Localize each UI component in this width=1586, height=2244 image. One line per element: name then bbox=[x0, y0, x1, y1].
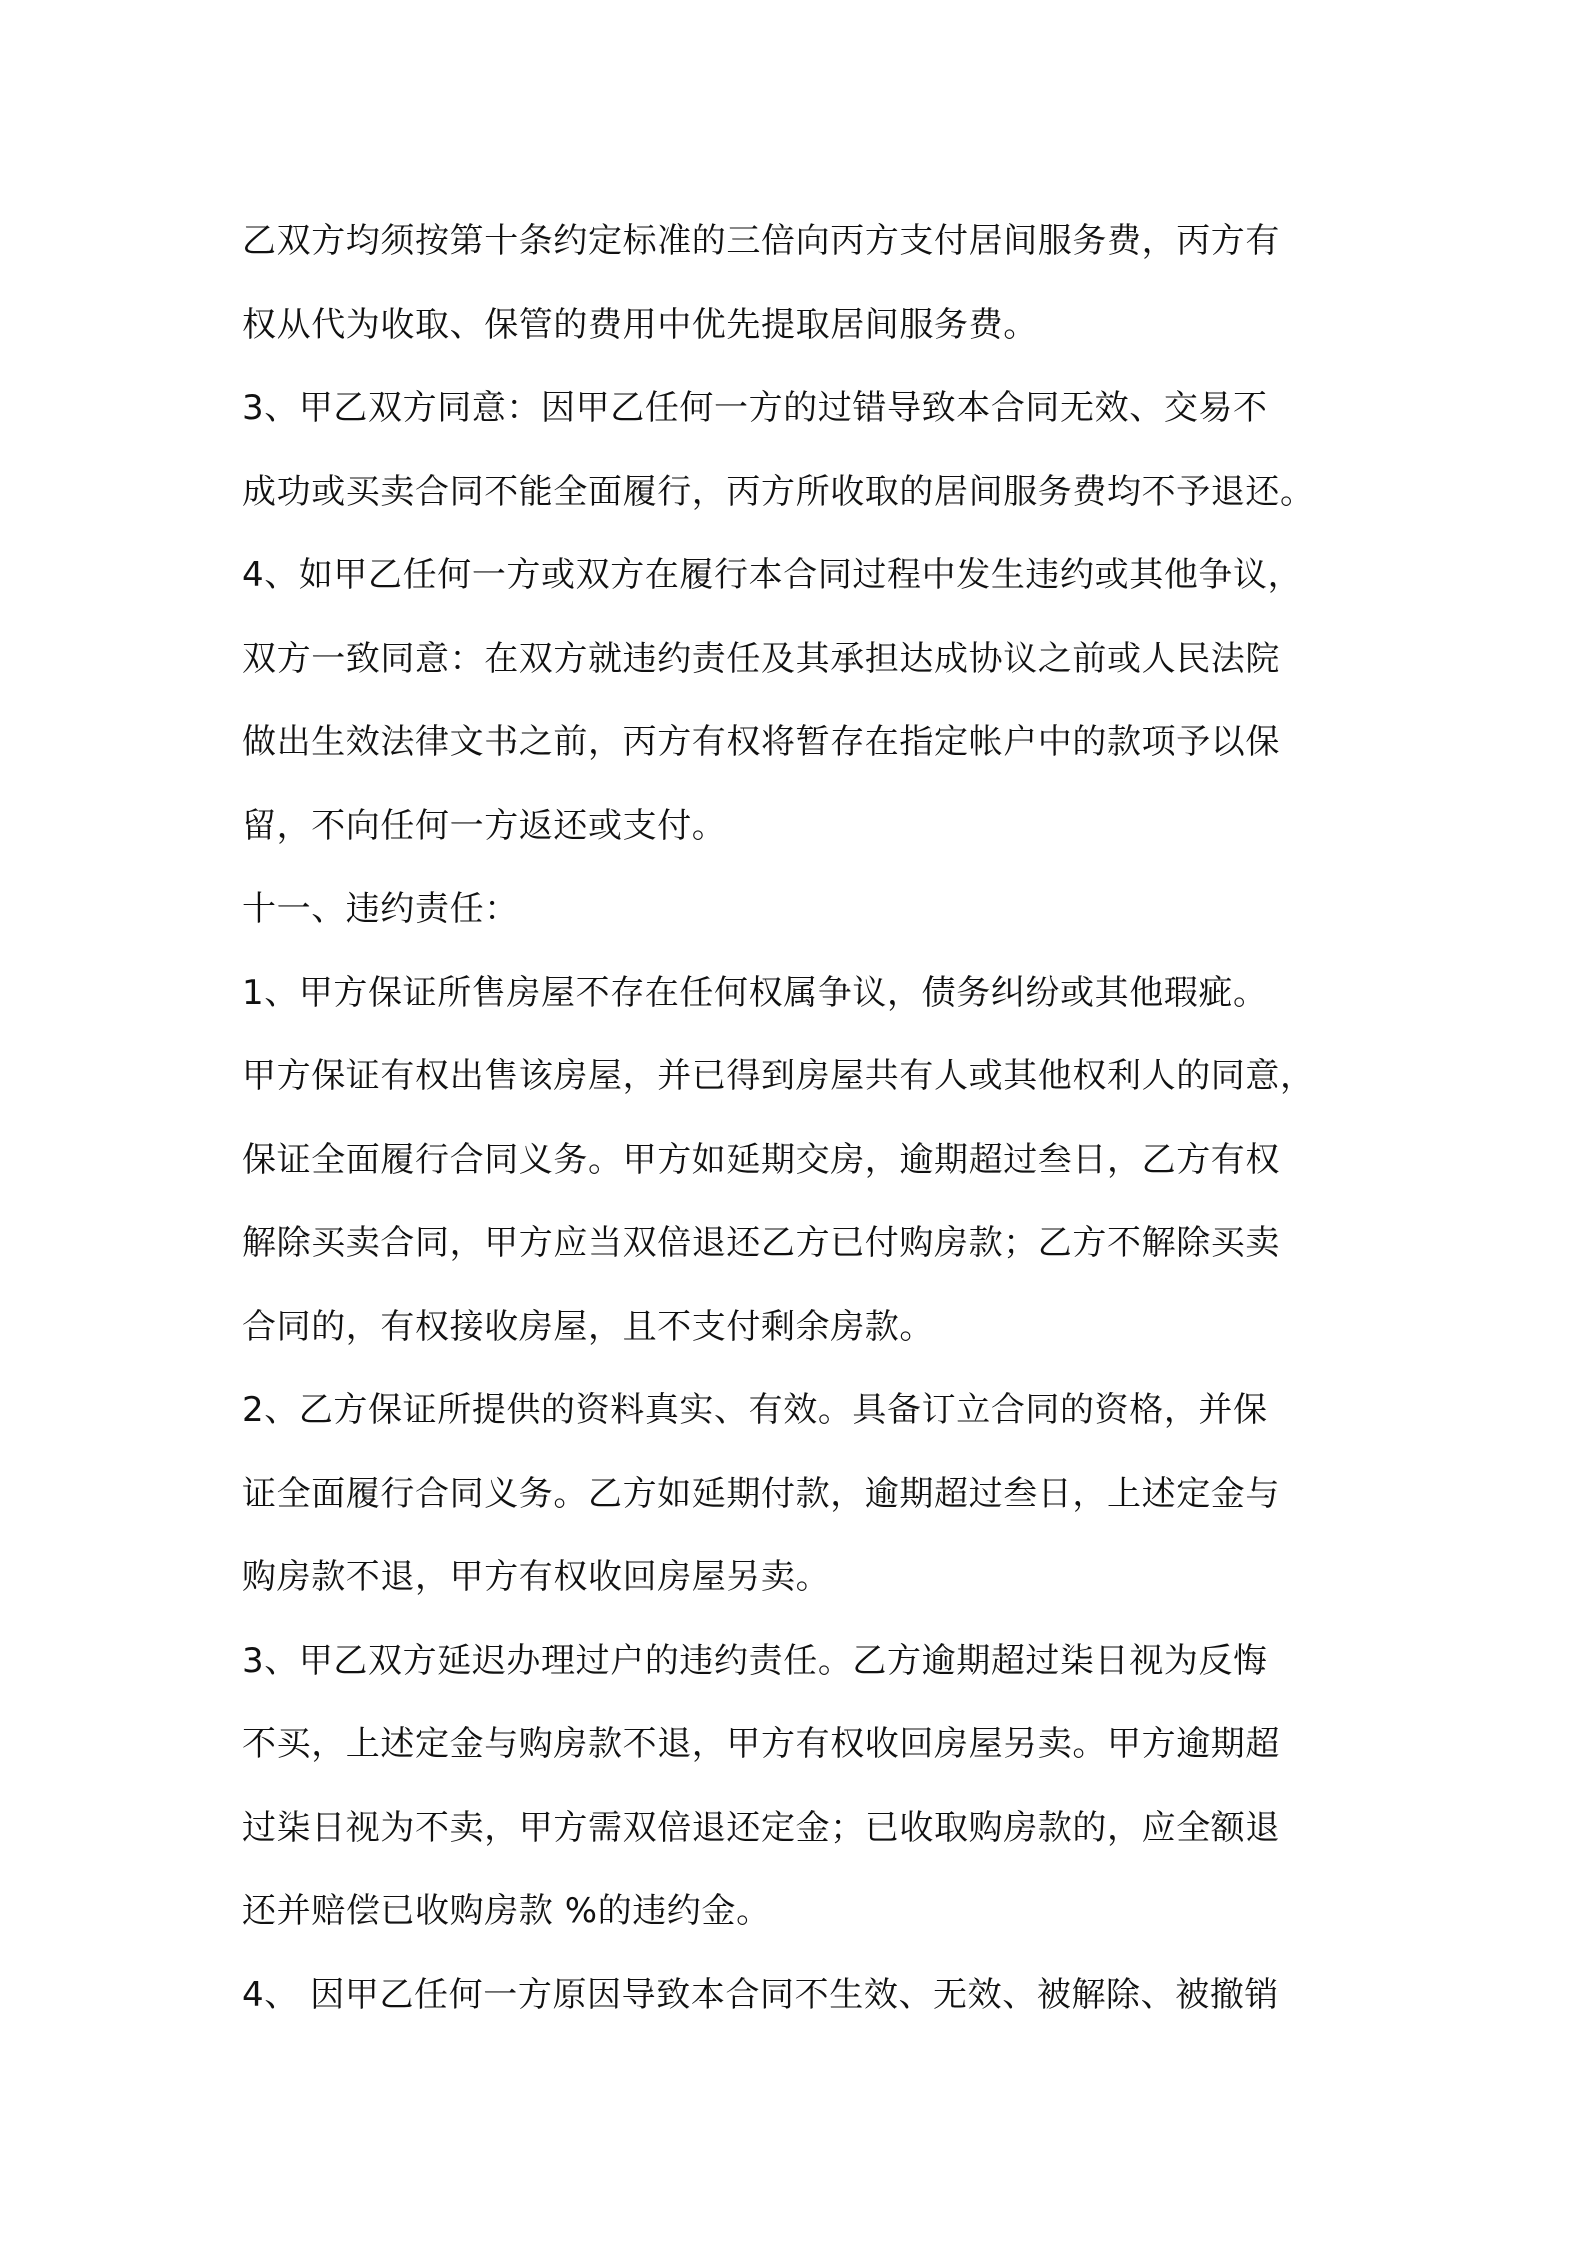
text-line: 4、 因甲乙任何一方原因导致本合同不生效、无效、被解除、被撤销 bbox=[242, 1974, 1280, 2015]
text-line: 留，不向任何一方返还或支付。 bbox=[242, 805, 727, 846]
text-line: 解除买卖合同，甲方应当双倍退还乙方已付购房款；乙方不解除买卖 bbox=[242, 1223, 1280, 1263]
text-line: 做出生效法律文书之前，丙方有权将暂存在指定帐户中的款项予以保 bbox=[242, 722, 1280, 762]
text-line: 证全面履行合同义务。乙方如延期付款，逾期超过叁日，上述定金与 bbox=[242, 1473, 1280, 1514]
text-line: 1、甲方保证所售房屋不存在任何权属争议，债务纠纷或其他瑕疵。 bbox=[242, 972, 1268, 1013]
text-line: 合同的，有权接收房屋，且不支付剩余房款。 bbox=[242, 1306, 934, 1347]
text-line: 保证全面履行合同义务。甲方如延期交房，逾期超过叁日，乙方有权 bbox=[242, 1139, 1280, 1180]
text-line: 成功或买卖合同不能全面履行，丙方所收取的居间服务费均不予退还。 bbox=[242, 471, 1315, 512]
text-line: 3、甲乙双方延迟办理过户的违约责任。乙方逾期超过柒日视为反悔 bbox=[242, 1640, 1268, 1681]
text-line: 过柒日视为不卖，甲方需双倍退还定金；已收取购房款的，应全额退 bbox=[242, 1807, 1280, 1848]
text-line: 还并赔偿已收购房款 %的违约金。 bbox=[242, 1891, 771, 1931]
document-body bbox=[242, 200, 1372, 2037]
section-heading: 十一、违约责任： bbox=[242, 889, 519, 929]
text-line: 3、甲乙双方同意：因甲乙任何一方的过错导致本合同无效、交易不 bbox=[242, 388, 1268, 428]
text-line: 双方一致同意：在双方就违约责任及其承担达成协议之前或人民法院 bbox=[242, 638, 1280, 679]
text-line: 购房款不退，甲方有权收回房屋另卖。 bbox=[242, 1557, 831, 1597]
text-line: 权从代为收取、保管的费用中优先提取居间服务费。 bbox=[242, 304, 1038, 345]
text-line: 乙双方均须按第十条约定标准的三倍向丙方支付居间服务费，丙方有 bbox=[242, 221, 1280, 261]
text-line: 4、如甲乙任何一方或双方在履行本合同过程中发生违约或其他争议， bbox=[242, 555, 1303, 595]
text-line: 不买，上述定金与购房款不退，甲方有权收回房屋另卖。甲方逾期超 bbox=[242, 1724, 1280, 1764]
text-line: 2、乙方保证所提供的资料真实、有效。具备订立合同的资格，并保 bbox=[242, 1390, 1268, 1430]
text-line: 甲方保证有权出售该房屋，并已得到房屋共有人或其他权利人的同意， bbox=[242, 1056, 1315, 1096]
